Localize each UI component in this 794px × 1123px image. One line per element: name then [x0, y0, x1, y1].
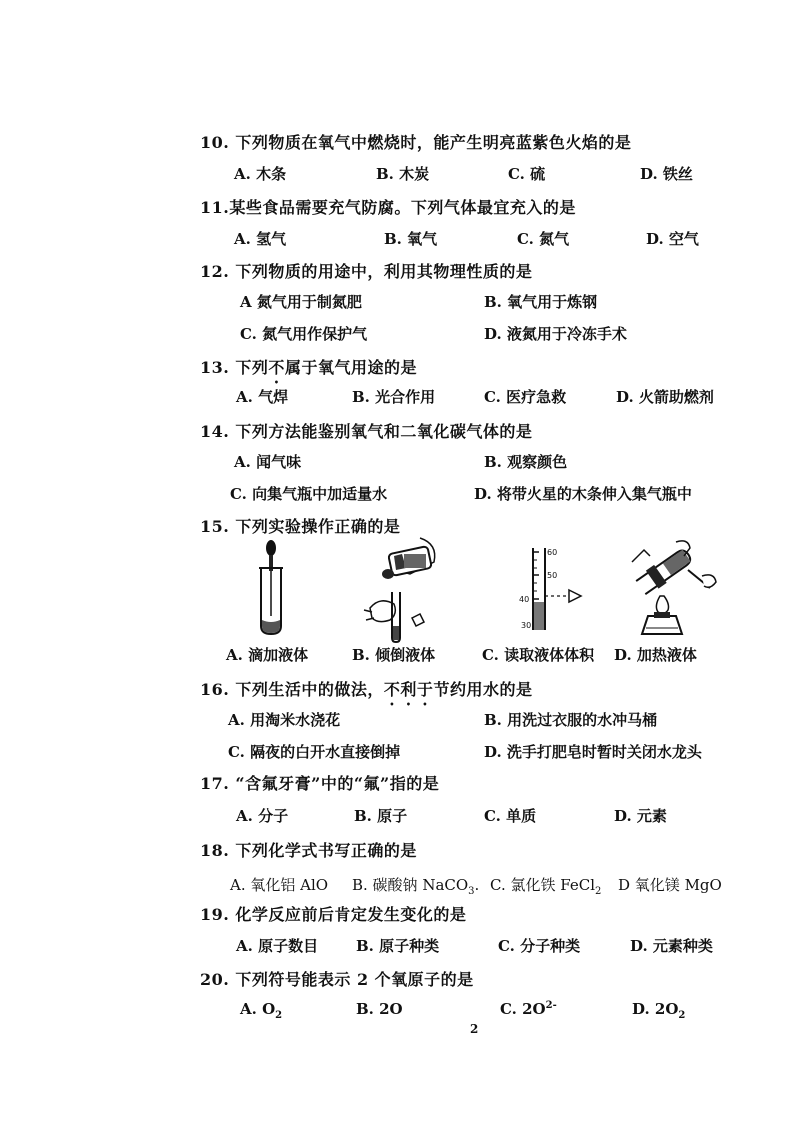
question-18-stem: 18. 下列化学式书写正确的是 — [200, 841, 417, 860]
question-18-option-c-text: C. 氯化铁 FeCl — [490, 876, 595, 894]
figure-reading-volume — [505, 544, 595, 634]
question-19-stem: 19. 化学反应前后肯定发生变化的是 — [200, 905, 467, 924]
question-19-option-a: A. 原子数目 — [236, 937, 319, 955]
question-18-option-c-subscript: 2 — [595, 886, 602, 897]
question-10-option-a: A. 木条 — [234, 165, 287, 183]
question-17-option-b: B. 原子 — [354, 807, 408, 825]
question-18-option-c — [490, 874, 601, 897]
question-20-option-b: B. 2O — [356, 1000, 403, 1018]
question-13-option-a: A. 气焊 — [236, 388, 289, 406]
question-18-option-b-text: B. 碳酸钠 NaCO — [352, 876, 469, 894]
question-14-option-a: A. 闻气味 — [234, 453, 302, 471]
question-15-option-c: C. 读取液体体积 — [482, 646, 595, 664]
question-10-stem: 10. 下列物质在氧气中燃烧时，能产生明亮蓝紫色火焰的是 — [200, 133, 632, 152]
question-20-stem: 20. 下列符号能表示 2 个氧原子的是 — [200, 970, 474, 989]
question-18-option-b-subscript: 3 — [468, 886, 475, 897]
question-11-option-c: C. 氮气 — [517, 230, 570, 248]
question-19-option-c: C. 分子种类 — [498, 937, 581, 955]
question-10-option-d: D. 铁丝 — [640, 165, 693, 183]
question-17-option-c: C. 单质 — [484, 807, 537, 825]
question-18-option-b-tail: . — [474, 876, 480, 894]
question-12-stem: 12. 下列物质的用途中，利用其物理性质的是 — [200, 262, 533, 281]
question-11-option-b: B. 氧气 — [384, 230, 438, 248]
question-15-option-b: B. 倾倒液体 — [352, 646, 436, 664]
question-20-option-d-subscript: 2 — [678, 1010, 686, 1021]
question-19-option-b: B. 原子种类 — [356, 937, 440, 955]
cylinder-tick-50: 50 — [547, 571, 558, 580]
question-20-option-c-superscript: 2- — [545, 1000, 557, 1011]
page-number: 2 — [470, 1022, 479, 1036]
question-14-stem: 14. 下列方法能鉴别氧气和二氧化碳气体的是 — [200, 422, 533, 441]
question-11-stem: 11.某些食品需要充气防腐。下列气体最宜充入的是 — [200, 198, 576, 217]
question-16-option-b: B. 用洗过衣服的水冲马桶 — [484, 711, 658, 729]
question-13-option-d: D. 火箭助燃剂 — [616, 388, 714, 406]
question-20-option-d — [632, 1000, 685, 1021]
question-15-option-a: A. 滴加液体 — [226, 646, 309, 664]
question-16-stem-pre: 16. 下列生活中的做法， — [200, 680, 384, 699]
question-13-stem-post: 属于氧气用途的是 — [284, 358, 417, 377]
question-11-option-a: A. 氢气 — [234, 230, 287, 248]
question-14-option-c: C. 向集气瓶中加适量水 — [230, 485, 388, 503]
question-13-stem-emphasis: 不 — [268, 358, 285, 377]
cylinder-tick-30: 30 — [521, 621, 532, 630]
question-13-option-c: C. 医疗急救 — [484, 388, 567, 406]
question-10-option-b: B. 木炭 — [376, 165, 430, 183]
figure-pouring-liquid — [350, 534, 450, 644]
question-15-option-d: D. 加热液体 — [614, 646, 697, 664]
question-16-option-d: D. 洗手打肥皂时暂时关闭水龙头 — [484, 743, 702, 761]
question-18-option-d: D 氧化镁 MgO — [618, 876, 722, 894]
question-20-option-a-text: A. O — [240, 1000, 276, 1018]
question-20-option-c-text: C. 2O — [500, 1000, 546, 1018]
question-13-option-b: B. 光合作用 — [352, 388, 436, 406]
question-16-stem-post: 节约用水的是 — [433, 680, 533, 699]
question-17-option-d: D. 元素 — [614, 807, 667, 825]
question-16-option-c: C. 隔夜的白开水直接倒掉 — [228, 743, 401, 761]
question-12-option-a: A 氮气用于制氮肥 — [240, 293, 362, 311]
question-20-option-d-text: D. 2O — [632, 1000, 679, 1018]
question-13-stem — [200, 355, 417, 387]
figure-dropping-liquid — [246, 538, 296, 638]
question-16-stem-emphasis: 不利于 — [383, 680, 434, 699]
question-10-option-c: C. 硫 — [508, 165, 546, 183]
question-14-option-b: B. 观察颜色 — [484, 453, 568, 471]
question-16-stem — [200, 677, 532, 709]
question-18-option-b — [352, 874, 479, 897]
question-13-stem-pre: 13. 下列 — [200, 358, 269, 377]
question-20-option-c — [500, 1000, 557, 1018]
question-12-option-c: C. 氮气用作保护气 — [240, 325, 368, 343]
question-14-option-d: D. 将带火星的木条伸入集气瓶中 — [474, 485, 692, 503]
question-16-option-a: A. 用淘米水浇花 — [228, 711, 341, 729]
question-19-option-d: D. 元素种类 — [630, 937, 713, 955]
question-17-stem: 17. “含氟牙膏”中的“氟”指的是 — [200, 774, 440, 793]
cylinder-tick-60: 60 — [547, 548, 558, 557]
question-20-option-a-subscript: 2 — [275, 1010, 283, 1021]
question-12-option-d: D. 液氮用于冷冻手术 — [484, 325, 627, 343]
question-15-stem: 15. 下列实验操作正确的是 — [200, 517, 401, 536]
question-20-option-a — [240, 1000, 282, 1021]
question-17-option-a: A. 分子 — [236, 807, 289, 825]
question-18-option-a: A. 氧化铝 AlO — [230, 876, 329, 894]
question-12-option-b: B. 氧气用于炼钢 — [484, 293, 598, 311]
cylinder-tick-40: 40 — [519, 595, 530, 604]
question-11-option-d: D. 空气 — [646, 230, 699, 248]
figure-heating-liquid — [624, 536, 724, 640]
